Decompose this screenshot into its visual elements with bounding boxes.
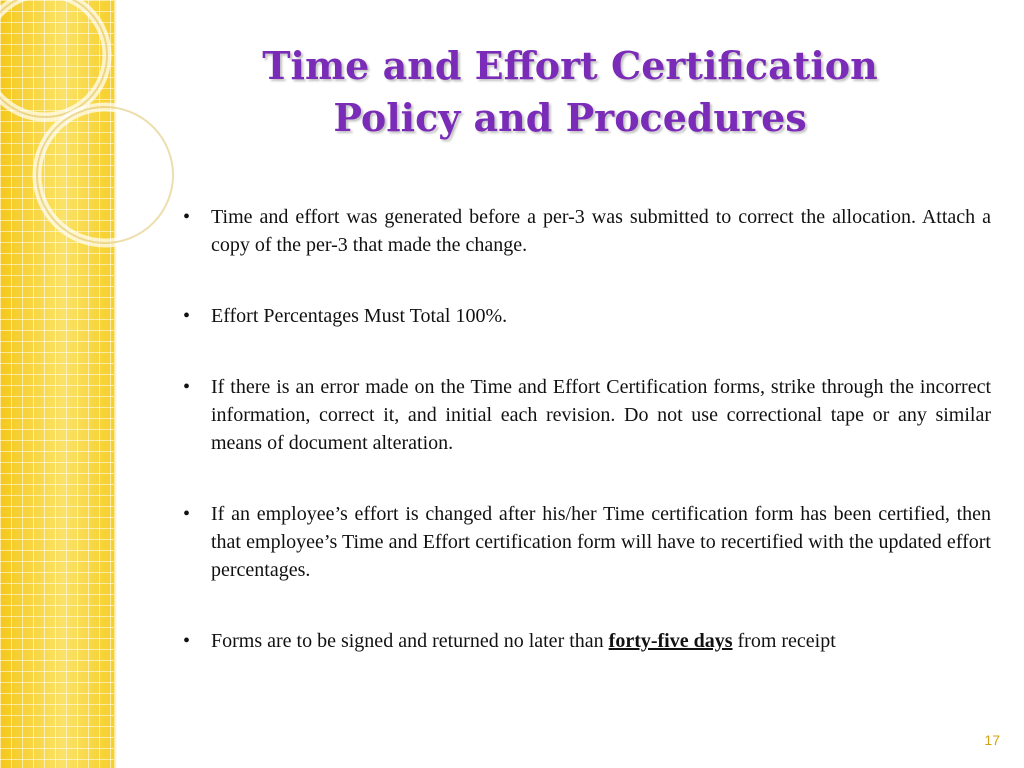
bullet-dot: • (183, 305, 191, 327)
bullet-text: If an employee’s effort is changed after his/her Time certification form has been certified, then that employee’s Time and Effort certification form will have to recertified with the updated effort percentages. (211, 503, 991, 581)
bullet-text-after: from receipt (732, 630, 836, 652)
bullet-text: Time and effort was generated before a per-3 was submitted to correct the allocation. Attach a copy of the per-3 that made the change. (211, 206, 991, 256)
slide-title (190, 40, 950, 144)
page-number: 17 (984, 732, 1000, 748)
deadline-emphasis: forty-five days (608, 630, 733, 652)
bullet-dot: • (183, 503, 191, 525)
decorative-band-edge (114, 0, 117, 768)
bullet-item (181, 500, 991, 584)
bullet-item (181, 627, 991, 655)
bullet-text-before: Forms are to be signed and returned no later than (211, 630, 609, 652)
bullet-text: Effort Percentages Must Total 100%. (211, 305, 508, 327)
bullet-list (181, 203, 991, 698)
bullet-item (181, 302, 991, 330)
bullet-dot: • (183, 376, 191, 398)
slide-title-line-2: Policy and Procedures (333, 95, 807, 140)
bullet-item (181, 373, 991, 457)
bullet-dot: • (183, 630, 191, 652)
bullet-item (181, 203, 991, 259)
bullet-dot: • (183, 206, 191, 228)
decorative-grid-band (0, 0, 114, 768)
slide-title-line-1: Time and Effort Certification (262, 43, 878, 88)
bullet-text: If there is an error made on the Time and Effort Certification forms, strike through the incorrect information, correct it, and initial each revision. Do not use correctional tape or any similar means of document alteration. (211, 376, 991, 454)
